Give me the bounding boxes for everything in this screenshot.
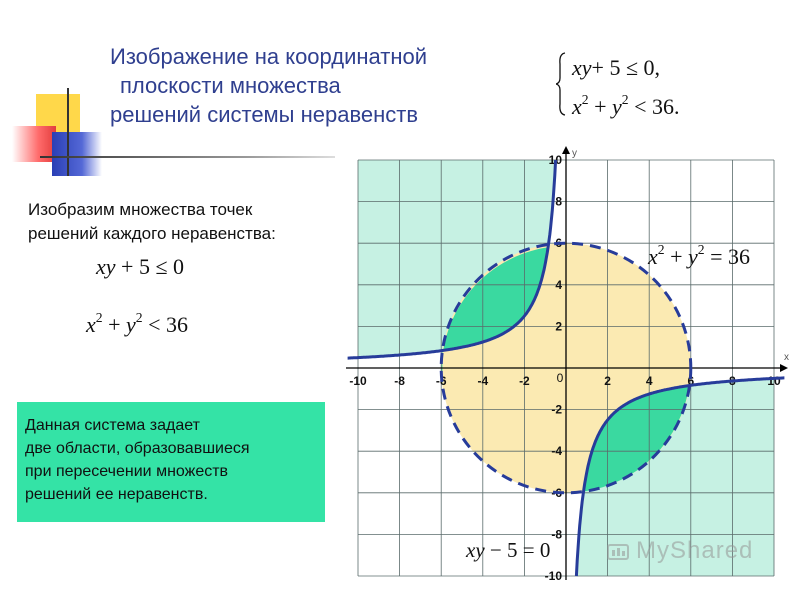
- y-tick-label: 8: [555, 194, 562, 209]
- formula-hyperbola-inequality: xy + 5 ≤ 0: [96, 254, 185, 279]
- deco-vertical-line: [67, 88, 69, 176]
- y-axis-arrow: [562, 146, 570, 154]
- y-tick-label: -6: [551, 485, 562, 500]
- circle-equation-label: $x^2 + y^2 = 36$: [648, 242, 750, 270]
- x-tick-label: 4: [645, 374, 653, 388]
- x-tick-label: 10: [767, 374, 781, 388]
- title-line-3: решений системы неравенств: [110, 102, 419, 127]
- x-tick-label: 6: [687, 374, 695, 388]
- y-tick-label: -10: [544, 569, 562, 583]
- y-tick-label: -8: [551, 527, 562, 542]
- y-tick-label: -2: [551, 402, 562, 417]
- note-box: [17, 402, 325, 522]
- watermark-text: MyShared: [636, 537, 754, 564]
- intro-line-1: Изобразим множества точек: [28, 200, 253, 219]
- x-tick-label: -4: [477, 374, 489, 388]
- x-axis-arrow: [780, 364, 788, 372]
- slide-title: [110, 42, 530, 129]
- formula-circle-inequality: $x^2 + y^2 < 36$: [86, 310, 188, 338]
- title-line-2: плоскости множества: [120, 73, 341, 98]
- x-tick-label: -10: [349, 374, 367, 388]
- y-tick-label: 10: [548, 153, 562, 167]
- hyperbola-equation-label: xy − 5 = 0: [466, 538, 551, 562]
- coordinate-plane: [340, 145, 795, 595]
- left-brace-icon: [556, 52, 566, 116]
- y-tick-label: -4: [551, 444, 562, 459]
- deco-horizontal-line: [40, 156, 335, 158]
- x-axis-label: x: [784, 352, 789, 363]
- inequality-system: [558, 52, 680, 123]
- origin-label: 0: [556, 371, 564, 385]
- y-tick-label: 6: [555, 236, 562, 251]
- x-tick-label: -8: [394, 374, 405, 388]
- system-row-1: xy+ 5 ≤ 0,: [572, 55, 661, 80]
- x-tick-label: 8: [729, 374, 736, 388]
- note-line-2: две области, образовавшиеся: [25, 440, 250, 457]
- system-row-2: $x^2 + y^2 < 36$.: [572, 92, 680, 120]
- y-tick-label: 4: [555, 277, 562, 292]
- note-text: [25, 414, 325, 506]
- x-tick-label: -6: [435, 374, 447, 388]
- y-tick-label: 2: [555, 319, 562, 334]
- x-tick-label: 2: [604, 374, 611, 388]
- title-line-1: Изображение на координатной: [110, 44, 428, 69]
- y-axis-label: y: [572, 148, 577, 159]
- note-line-4: решений ее неравенств.: [25, 486, 208, 503]
- x-tick-label: -2: [519, 374, 530, 388]
- note-line-3: при пересечении множеств: [25, 463, 229, 480]
- intro-line-2: решений каждого неравенства:: [28, 224, 276, 243]
- deco-blue-square: [52, 132, 102, 176]
- intro-text: [28, 198, 348, 246]
- note-line-1: Данная система задает: [25, 417, 200, 434]
